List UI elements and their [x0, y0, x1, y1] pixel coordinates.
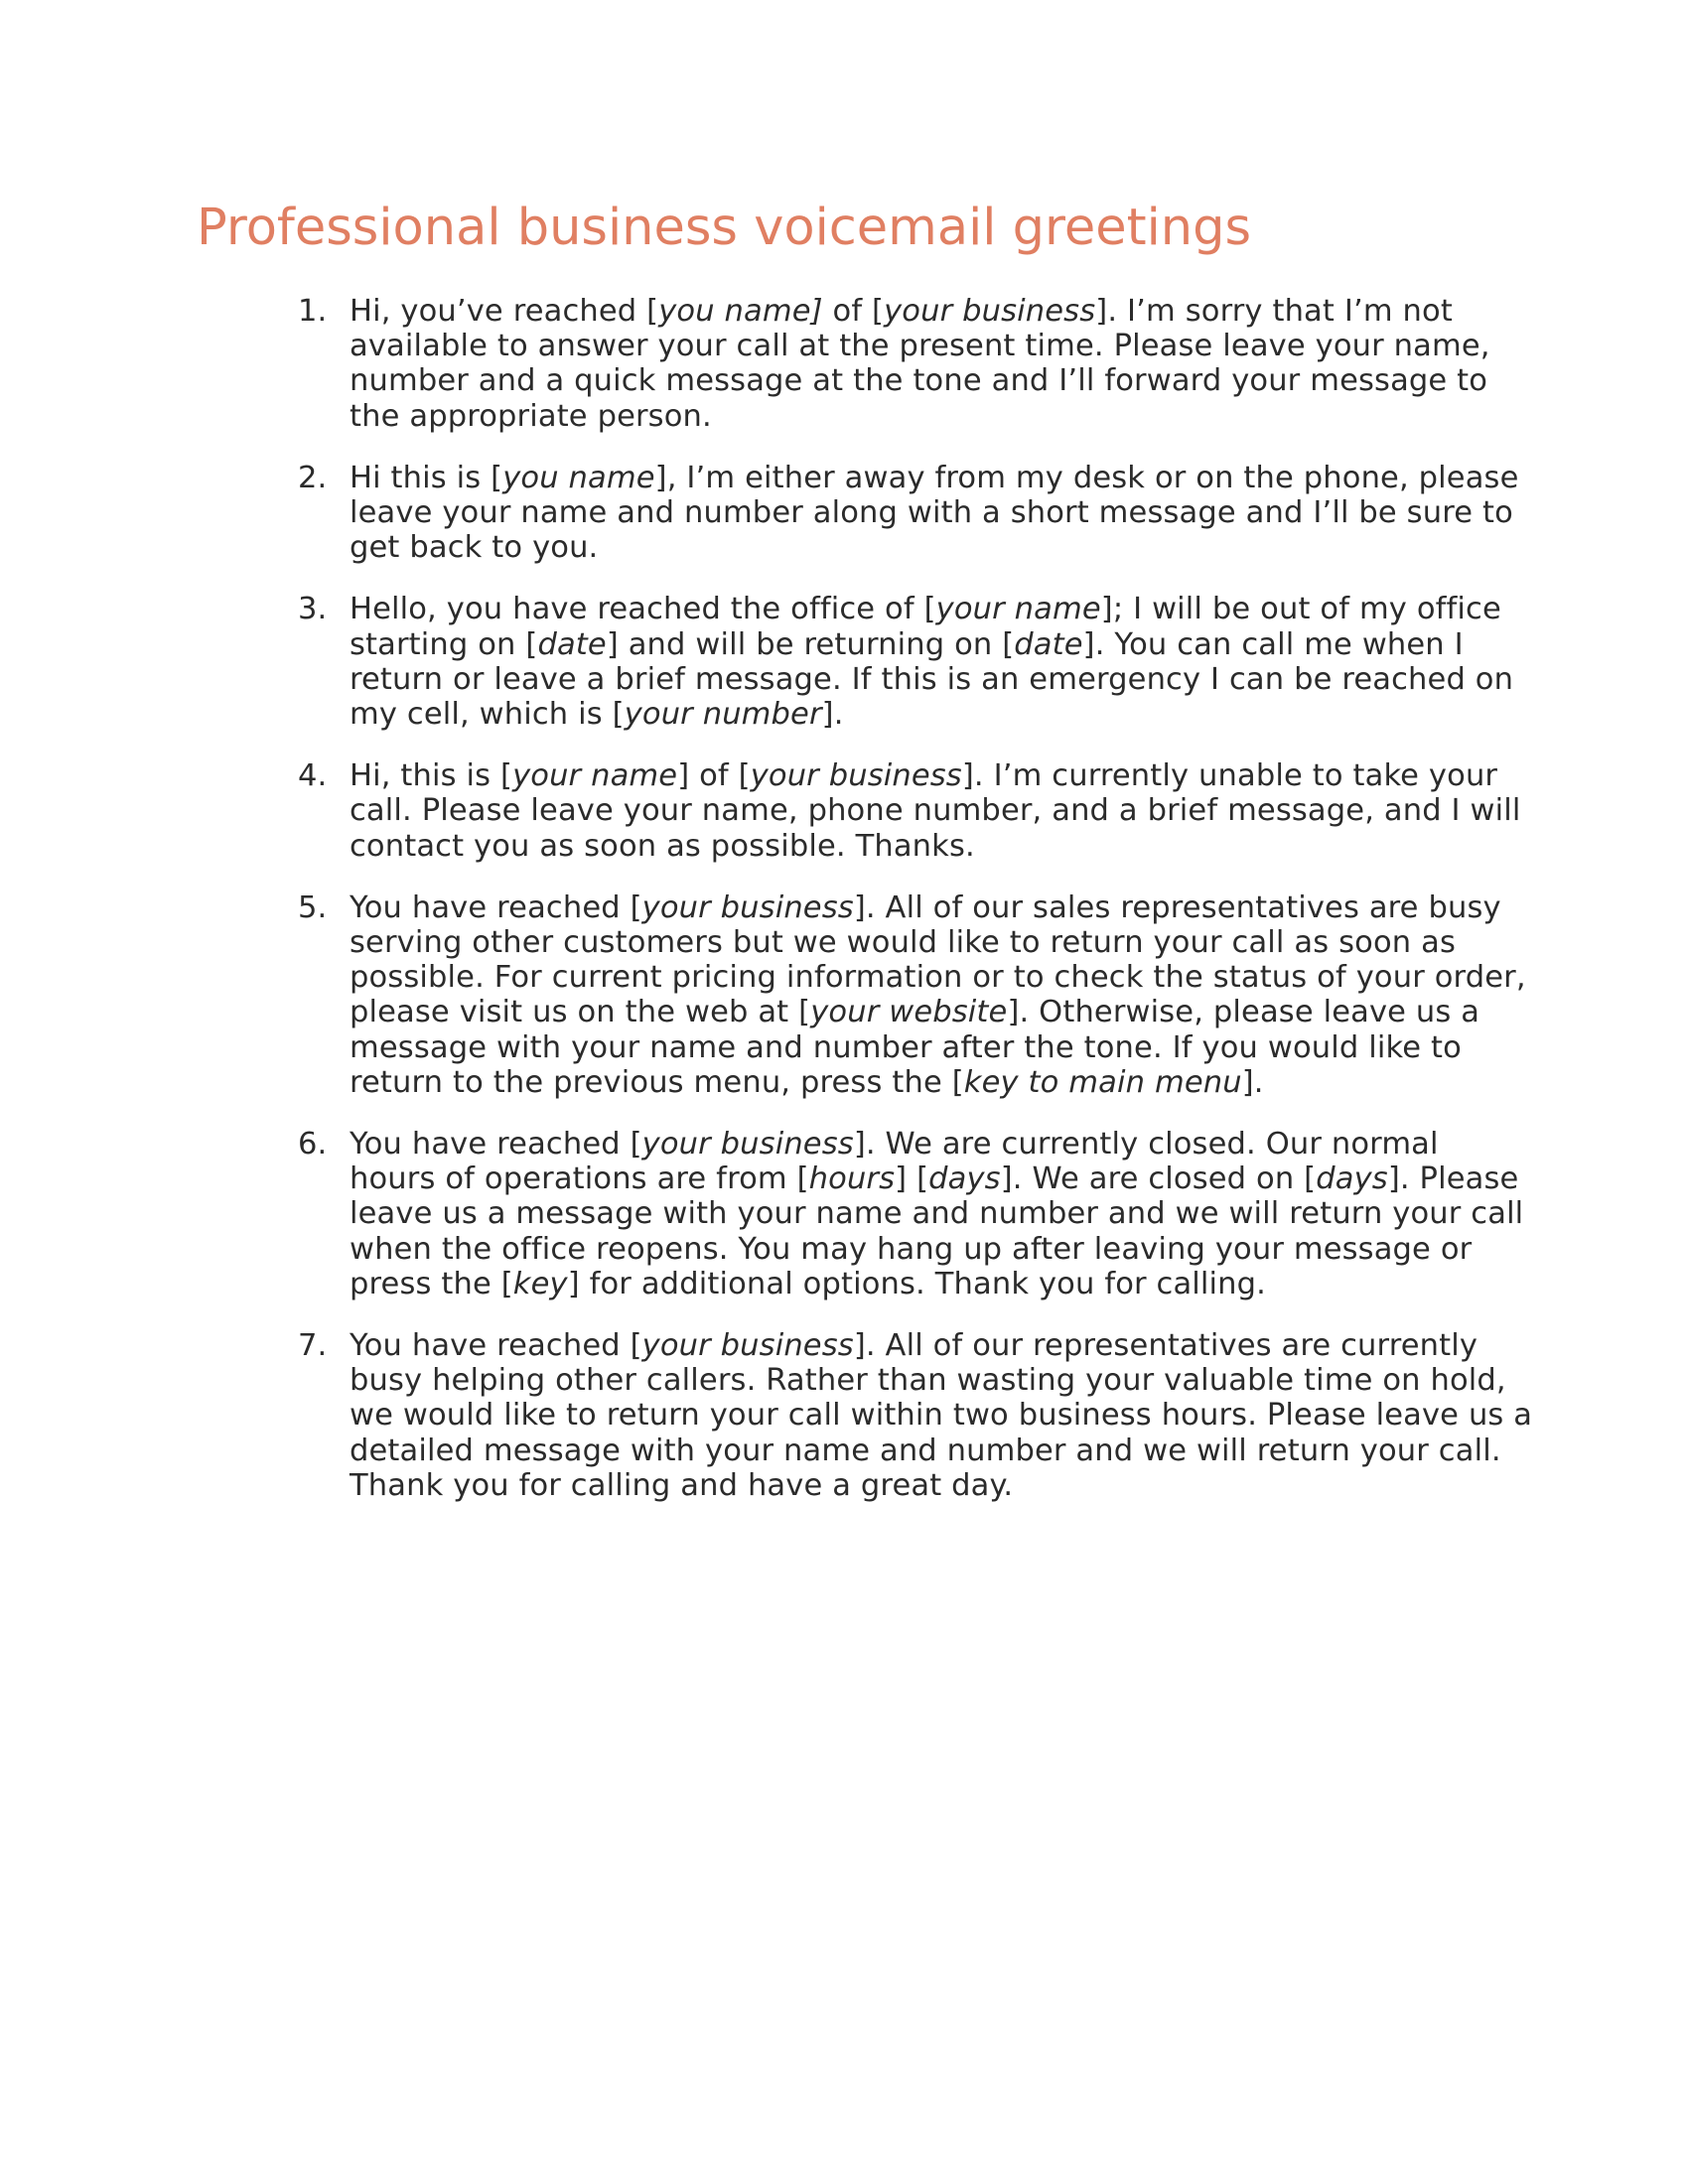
- text-run: You have reached [: [350, 889, 642, 925]
- greeting-line: [350, 1232, 1479, 1267]
- text-run: Thank you for calling and have a great day.: [350, 1467, 1014, 1503]
- greeting-item: [298, 1328, 1533, 1503]
- greeting-list: [298, 294, 1533, 1530]
- placeholder-text: key: [512, 1266, 568, 1301]
- text-run: Hi this is [: [350, 460, 503, 495]
- text-run: we would like to return your call within two business hours. Please leave us a: [350, 1398, 1533, 1433]
- text-run: detailed message with your name and number and we will return your call.: [350, 1433, 1501, 1468]
- greeting-text: [350, 460, 1519, 566]
- text-run: ]. Please: [1387, 1161, 1519, 1197]
- text-run: ] [: [895, 1161, 929, 1197]
- greeting-line: [350, 1127, 1479, 1161]
- greeting-number: 4.: [298, 758, 328, 794]
- greeting-line: [350, 758, 1498, 794]
- text-run: please visit us on the web at [: [350, 995, 811, 1030]
- placeholder-text: your business: [884, 294, 1096, 329]
- greeting-number: 1.: [298, 294, 328, 329]
- text-run: ]. We are closed on [: [1000, 1161, 1317, 1197]
- text-run: get back to you.: [350, 530, 599, 566]
- placeholder-text: key to main menu: [963, 1064, 1242, 1100]
- text-run: ]. You can call me when I: [1082, 626, 1464, 662]
- text-run: ]. Otherwise, please leave us a: [1007, 995, 1480, 1030]
- text-run: contact you as soon as possible. Thanks.: [350, 828, 975, 864]
- greeting-item: [298, 460, 1519, 566]
- greeting-text: [350, 1328, 1533, 1503]
- greeting-number: 2.: [298, 460, 328, 495]
- placeholder-text: date: [537, 626, 607, 662]
- greeting-line: [350, 1196, 1524, 1232]
- greeting-text: [350, 1127, 1524, 1301]
- text-run: return or leave a brief message. If this is an emergency I can be reached on: [350, 661, 1514, 697]
- greeting-line: [350, 627, 1479, 662]
- greeting-line: [350, 1363, 1506, 1399]
- greeting-line: [350, 1433, 1501, 1468]
- text-run: ] for additional options. Thank you for calling.: [567, 1266, 1267, 1301]
- greeting-line: [350, 1030, 1479, 1065]
- placeholder-text: days: [1316, 1161, 1388, 1197]
- greeting-number: 6.: [298, 1127, 328, 1162]
- text-run: number and a quick message at the tone and I’ll forward your message to: [350, 363, 1488, 399]
- greeting-line: [350, 960, 1526, 996]
- greeting-item: [298, 758, 1521, 864]
- text-run: Hi, you’ve reached [: [350, 294, 659, 329]
- greeting-line: [350, 399, 1479, 434]
- text-run: ]. We are currently closed. Our normal: [853, 1127, 1439, 1162]
- text-run: ]. I’m currently unable to take your: [961, 758, 1498, 794]
- greeting-number: 3.: [298, 592, 328, 627]
- text-run: press the [: [350, 1266, 513, 1301]
- text-run: possible. For current pricing information or to check the status of your order,: [350, 960, 1526, 996]
- text-run: Hello, you have reached the office of [: [350, 592, 936, 627]
- placeholder-text: your business: [641, 1328, 854, 1364]
- placeholder-text: you name]: [658, 294, 823, 329]
- text-run: when the office reopens. You may hang up after leaving your message or: [350, 1231, 1473, 1267]
- text-run: my cell, which is [: [350, 697, 625, 733]
- placeholder-text: days: [928, 1161, 1001, 1197]
- greeting-item: [298, 1127, 1524, 1301]
- greeting-line: [350, 995, 1479, 1029]
- placeholder-text: date: [1014, 626, 1083, 662]
- greeting-line: [350, 829, 1479, 864]
- text-run: leave us a message with your name and number and we will return your call: [350, 1196, 1524, 1232]
- greeting-number: 7.: [298, 1328, 328, 1364]
- greeting-line: [350, 1161, 1519, 1197]
- text-run: starting on [: [350, 626, 538, 662]
- text-run: serving other customers but we would like to return your call as soon as: [350, 925, 1456, 961]
- greeting-line: [350, 329, 1490, 364]
- greeting-line: [350, 1328, 1479, 1363]
- greeting-line: [350, 1468, 1479, 1503]
- greeting-line: [350, 460, 1519, 495]
- greeting-line: [350, 793, 1521, 829]
- text-run: leave your name and number along with a short message and I’ll be sure to: [350, 495, 1513, 531]
- greeting-line: [350, 661, 1514, 697]
- text-run: ] of [: [677, 758, 751, 794]
- greeting-item: [298, 294, 1490, 434]
- greeting-text: [350, 889, 1526, 1100]
- greeting-text: [350, 294, 1490, 434]
- text-run: You have reached [: [350, 1127, 642, 1162]
- text-run: ]. All of our sales representatives are busy: [853, 889, 1501, 925]
- text-run: You have reached [: [350, 1328, 642, 1364]
- greeting-text: [350, 592, 1514, 733]
- greeting-line: [350, 1065, 1479, 1100]
- text-run: ]. I’m sorry that I’m not: [1095, 294, 1453, 329]
- greeting-line: [350, 1267, 1479, 1301]
- text-run: hours of operations are from [: [350, 1161, 809, 1197]
- greeting-text: [350, 758, 1521, 864]
- greeting-item: [298, 592, 1514, 733]
- text-run: ] and will be returning on [: [606, 626, 1015, 662]
- greeting-line: [350, 1398, 1533, 1433]
- greeting-number: 5.: [298, 889, 328, 925]
- greeting-line: [350, 363, 1488, 399]
- text-run: message with your name and number after the tone. If you would like to: [350, 1029, 1462, 1065]
- text-run: call. Please leave your name, phone number, and a brief message, and I will: [350, 793, 1521, 829]
- placeholder-text: your business: [641, 1127, 854, 1162]
- text-run: available to answer your call at the present time. Please leave your name,: [350, 329, 1490, 364]
- greeting-line: [350, 592, 1501, 627]
- placeholder-text: your business: [750, 758, 962, 794]
- text-run: Hi, this is [: [350, 758, 513, 794]
- text-run: the appropriate person.: [350, 398, 712, 434]
- text-run: ]; I will be out of my office: [1100, 592, 1501, 627]
- placeholder-text: your number: [624, 697, 822, 733]
- greeting-line: [350, 294, 1479, 329]
- greeting-item: [298, 889, 1526, 1100]
- placeholder-text: your business: [641, 889, 854, 925]
- greeting-line: [350, 697, 1479, 732]
- page-title: Professional business voicemail greetings: [197, 199, 1252, 257]
- placeholder-text: your website: [810, 995, 1008, 1030]
- greeting-line: [350, 495, 1513, 531]
- text-run: busy helping other callers. Rather than wasting your valuable time on hold,: [350, 1363, 1506, 1399]
- greeting-line: [350, 889, 1501, 925]
- greeting-line: [350, 925, 1479, 960]
- text-run: ], I’m either away from my desk or on the phone, please: [654, 460, 1519, 495]
- placeholder-text: you name: [502, 460, 655, 495]
- text-run: of [: [822, 294, 885, 329]
- text-run: ]. All of our representatives are currently: [853, 1328, 1478, 1364]
- text-run: ].: [1241, 1064, 1264, 1100]
- placeholder-text: your name: [512, 758, 678, 794]
- placeholder-text: your name: [935, 592, 1101, 627]
- text-run: ].: [821, 697, 844, 733]
- text-run: return to the previous menu, press the [: [350, 1064, 964, 1100]
- greeting-line: [350, 530, 1479, 565]
- placeholder-text: hours: [808, 1161, 896, 1197]
